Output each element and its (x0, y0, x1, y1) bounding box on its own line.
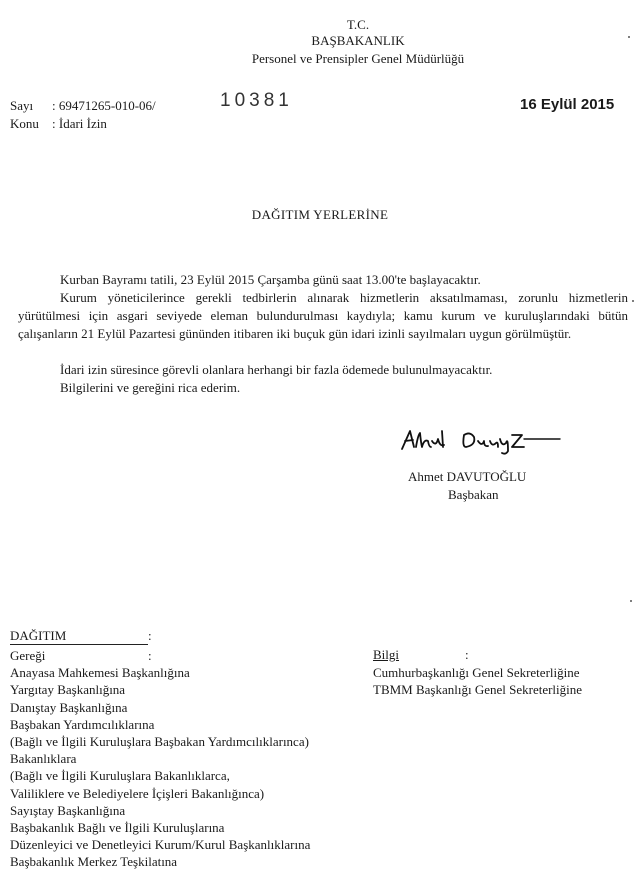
handwritten-signature (398, 425, 566, 455)
list-item: Başbakan Yardımcılıklarına (10, 716, 155, 732)
sayi-value: : 69471265-010-06/ (52, 98, 156, 113)
list-item: Danıştay Başkanlığına (10, 699, 128, 715)
document-number-stamp: 10381 (220, 90, 293, 111)
scan-speck (628, 36, 630, 38)
header-institution: BAŞBAKANLIK (311, 33, 405, 48)
body-paragraph-2: Kurum yöneticilerince gerekli tedbirlerin alınarak hizmetlerin aksatılmaması, zorunlu hizmetlerin yürütülmesi için asgari seviyede eleman bulundurulması kaydıyla; kamu kurum ve kuruluşlarındaki bütün çalışanların 21 Eylül Pazartesi gününden itibaren iki buçuk gün idari izinli sayılmaları uygun görülmüştür. (18, 290, 628, 341)
signatory-name: Ahmet DAVUTOĞLU (408, 469, 527, 484)
list-item: Başbakanlık Bağlı ve İlgili Kuruluşlarına (10, 820, 225, 836)
date-stamp: 16 Eylül 2015 (520, 96, 615, 113)
body-paragraph-3: İdari izin süresince görevli olanlara herhangi bir fazla ödemede bulunulmayacaktır. (60, 362, 493, 377)
header-tc: T.C. (346, 17, 370, 32)
gereği-label: Gereği (10, 648, 46, 663)
list-item: Bakanlıklara (10, 751, 77, 767)
list-item: Cumhurbaşkanlığı Genel Sekreterliğine (373, 665, 580, 680)
list-item: Sayıştay Başkanlığına (10, 802, 126, 818)
scan-speck (632, 300, 634, 302)
list-item: Yargıtay Başkanlığına (10, 682, 126, 698)
scan-speck (630, 600, 632, 602)
distribution-colon: : (148, 628, 152, 643)
reference-number-line (10, 98, 156, 114)
subject-line (10, 116, 107, 132)
list-item: (Bağlı ve İlgili Kuruluşlara Başbakan Yardımcılıklarınca) (10, 734, 309, 750)
distribution-list (10, 647, 310, 871)
distribution-title: DAĞITIM (10, 628, 148, 645)
gereği-heading: Gereği : (10, 648, 152, 663)
addressee-heading: DAĞITIM YERLERİNE (251, 207, 389, 222)
signatory-title: Başbakan (448, 487, 499, 502)
konu-value: : İdari İzin (52, 116, 107, 131)
distribution-heading (10, 628, 152, 645)
header-department: Personel ve Prensipler Genel Müdürlüğü (251, 51, 465, 66)
list-item: Valiliklere ve Belediyelere İçişleri Bakanlığınca) (10, 785, 265, 801)
body-paragraph-1: Kurban Bayramı tatili, 23 Eylül 2015 Çarşamba günü saat 13.00'te başlayacaktır. (60, 272, 481, 287)
list-item: Anayasa Mahkemesi Başkanlığına (10, 665, 190, 681)
list-item: (Bağlı ve İlgili Kuruluşlara Bakanlıklarca, (10, 768, 230, 784)
sayi-label: Sayı (10, 98, 34, 113)
list-item: Başbakanlık Merkez Teşkilatına (10, 854, 178, 870)
konu-label: Konu (10, 116, 39, 131)
list-item: Düzenleyici ve Denetleyici Kurum/Kurul Başkanlıklarına (10, 837, 311, 853)
bilgi-label: Bilgi (373, 647, 400, 662)
list-item: TBMM Başkanlığı Genel Sekreterliğine (373, 682, 583, 698)
bilgi-heading: Bilgi : (373, 647, 469, 662)
bilgi-list (373, 664, 582, 698)
body-paragraph-4: Bilgilerini ve gereğini rica ederim. (60, 380, 241, 395)
